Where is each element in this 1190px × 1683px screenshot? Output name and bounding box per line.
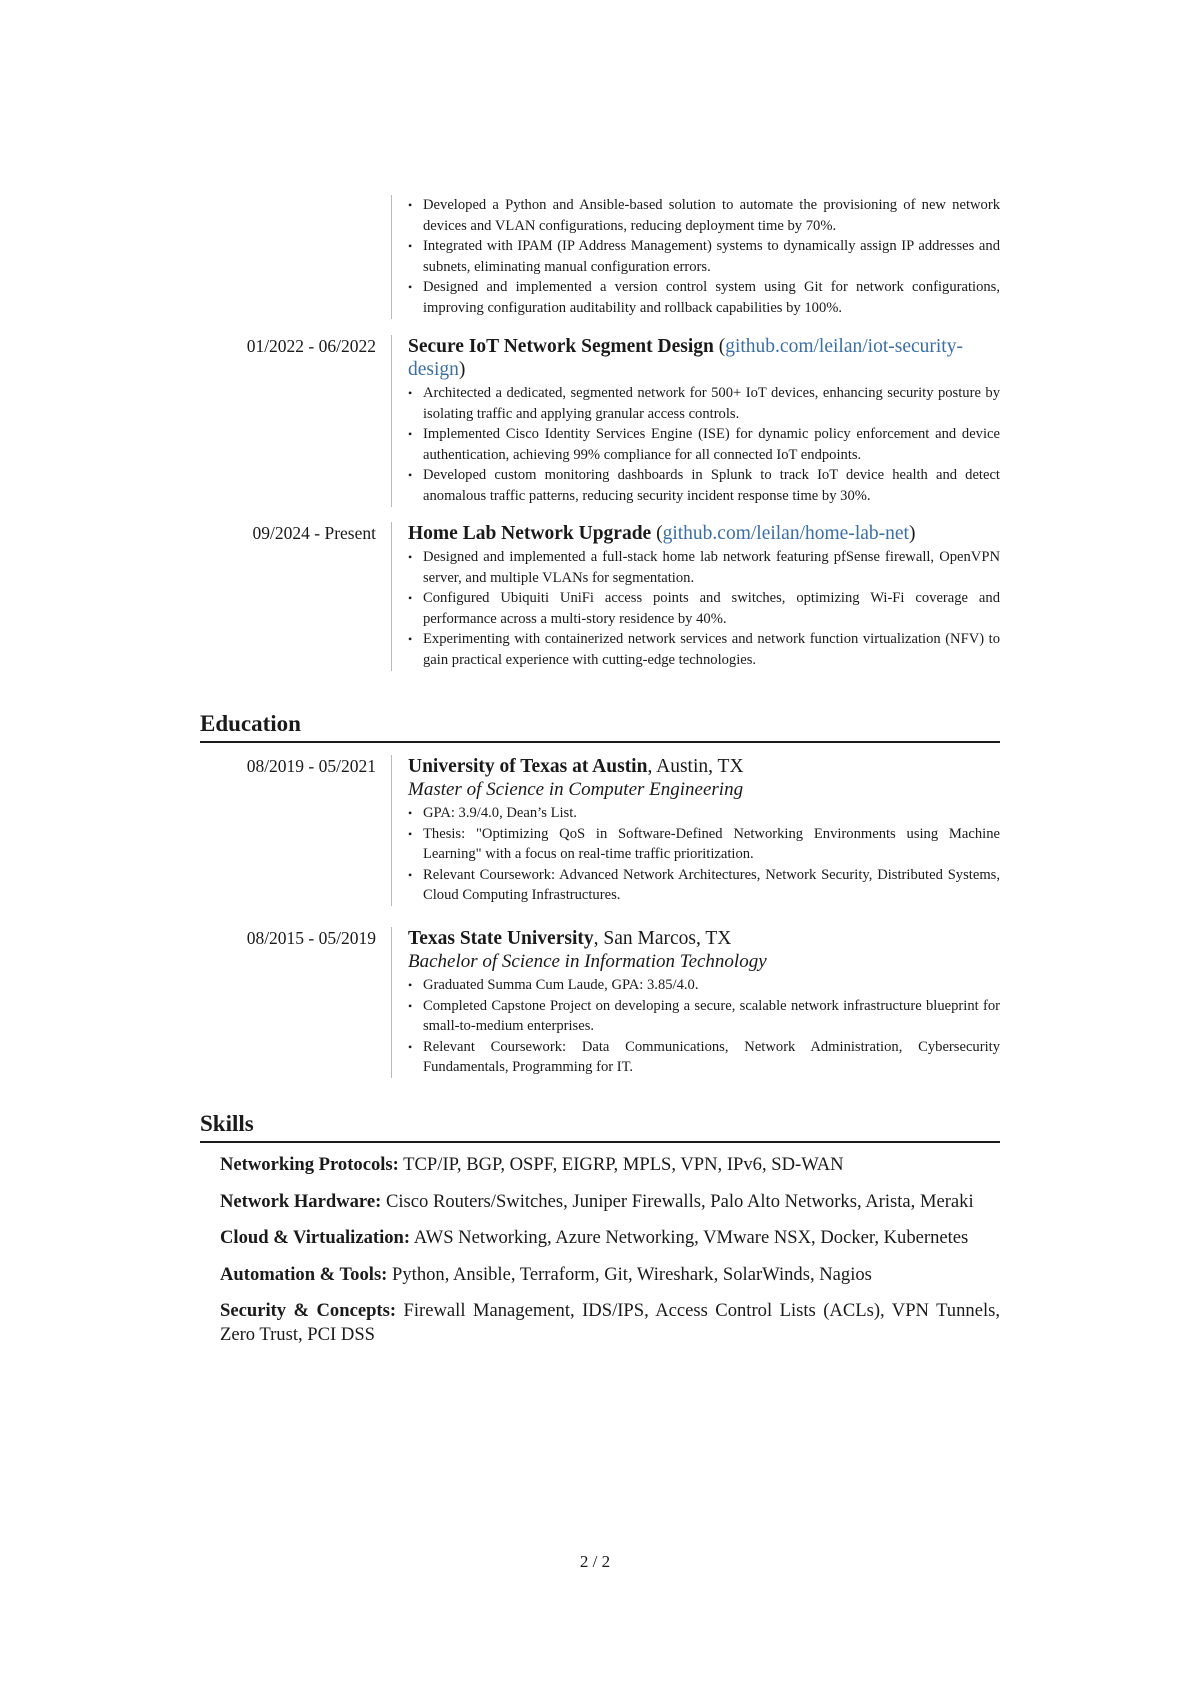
- project-entry: [200, 522, 1000, 671]
- project-title-line: Home Lab Network Upgrade (github.com/leilan/home-lab-net): [408, 523, 916, 544]
- project-bullets: [408, 195, 1000, 319]
- skill-value: Cisco Routers/Switches, Juniper Firewalls, Palo Alto Networks, Arista, Meraki: [385, 1190, 974, 1212]
- skill-item: [220, 1226, 1000, 1250]
- skill-label: Cloud & Virtualization:: [220, 1227, 411, 1248]
- section-heading: Education: [200, 710, 1000, 743]
- project-title: Home Lab Network Upgrade: [408, 523, 652, 544]
- education-entry: [200, 755, 1000, 906]
- project-link[interactable]: github.com/leilan/iot-security-design: [408, 336, 963, 380]
- education-date: 08/2015 - 05/2019: [246, 927, 376, 948]
- skill-item: [220, 1263, 1000, 1287]
- school-location: , San Marcos, TX: [593, 927, 732, 949]
- list-item: • Implemented Cisco Identity Services Engine (ISE) for dynamic policy enforcement and device authentication, achieving 99% compliance for all connected IoT endpoints.: [408, 424, 1000, 465]
- skill-label: Network Hardware:: [220, 1190, 382, 1212]
- skill-item: [220, 1190, 1000, 1214]
- list-item: • Architected a dedicated, segmented network for 500+ IoT devices, enhancing security posture by isolating traffic and applying granular access controls.: [408, 383, 1000, 424]
- list-item: • Relevant Coursework: Advanced Network Architectures, Network Security, Distributed Systems, Cloud Computing Infrastructures.: [408, 865, 1000, 906]
- education-date: 08/2019 - 05/2021: [246, 756, 376, 776]
- school-line: [408, 755, 1000, 778]
- skill-value: AWS Networking, Azure Networking, VMware NSX, Docker, Kubernetes: [413, 1227, 969, 1248]
- school-name: Texas State University: [408, 927, 594, 949]
- project-body: [391, 522, 1000, 671]
- list-item: • Developed custom monitoring dashboards in Splunk to track IoT device health and detect anomalous traffic patterns, reducing security incident response time by 30%.: [408, 465, 1000, 506]
- project-entry: [200, 195, 1000, 319]
- project-title: Secure IoT Network Segment Design: [408, 336, 714, 357]
- project-date: 01/2022 - 06/2022: [246, 336, 376, 356]
- project-body: [391, 335, 1000, 507]
- project-date: 09/2024 - Present: [252, 523, 376, 543]
- list-item: • Thesis: "Optimizing QoS in Software-Defined Networking Environments using Machine Learning" with a focus on real-time traffic prioritization.: [408, 824, 1000, 865]
- skill-value: TCP/IP, BGP, OSPF, EIGRP, MPLS, VPN, IPv6, SD-WAN: [403, 1154, 844, 1175]
- list-item: • Completed Capstone Project on developing a secure, scalable network infrastructure blueprint for small-to-medium enterprises.: [408, 996, 1000, 1037]
- degree: Master of Science in Computer Engineering: [408, 779, 744, 800]
- section-heading: Skills: [200, 1110, 1000, 1143]
- project-date: [200, 195, 391, 319]
- page-number: 2 / 2: [579, 1552, 611, 1571]
- skill-label: Security & Concepts:: [220, 1300, 397, 1321]
- list-item: • GPA: 3.9/4.0, Dean’s List.: [408, 803, 1000, 824]
- project-entry: [200, 335, 1000, 507]
- degree: Bachelor of Science in Information Technology: [408, 950, 767, 972]
- list-item: • Integrated with IPAM (IP Address Management) systems to dynamically assign IP addresses and subnets, eliminating manual configuration errors.: [408, 236, 1000, 277]
- list-item: • Experimenting with containerized network services and network function virtualization (NFV) to gain practical experience with cutting-edge technologies.: [408, 629, 1000, 670]
- skill-item: [220, 1299, 1000, 1346]
- school-line: [408, 927, 1000, 950]
- skill-value: Firewall Management, IDS/IPS, Access Control Lists (ACLs), VPN Tunnels, Zero Trust, PCI DSS: [220, 1300, 1001, 1345]
- list-item: • Configured Ubiquiti UniFi access points and switches, optimizing Wi-Fi coverage and performance across a multi-story residence by 40%.: [408, 588, 1000, 629]
- list-item: • Designed and implemented a full-stack home lab network featuring pfSense firewall, OpenVPN server, and multiple VLANs for segmentation.: [408, 547, 1000, 588]
- list-item: • Graduated Summa Cum Laude, GPA: 3.85/4.0.: [408, 975, 1000, 996]
- school-name: University of Texas at Austin: [408, 756, 648, 777]
- education-entry: [200, 927, 1000, 1078]
- education-body: [391, 755, 1000, 906]
- skill-label: Automation & Tools:: [220, 1263, 388, 1285]
- project-bullets: [408, 547, 1000, 671]
- list-item: • Developed a Python and Ansible-based solution to automate the provisioning of new network devices and VLAN configurations, reducing deployment time by 70%.: [408, 195, 1000, 236]
- project-link[interactable]: github.com/leilan/home-lab-net: [662, 523, 909, 544]
- project-body: [391, 195, 1000, 319]
- skills-section: [200, 1110, 1000, 1359]
- skills-list: [200, 1153, 1000, 1346]
- education-body: [391, 927, 1000, 1078]
- education-section: [200, 710, 1000, 1078]
- skill-value: Python, Ansible, Terraform, Git, Wireshark, SolarWinds, Nagios: [392, 1263, 872, 1285]
- skill-label: Networking Protocols:: [220, 1154, 399, 1175]
- education-bullets: [408, 803, 1000, 906]
- list-item: • Relevant Coursework: Data Communications, Network Administration, Cybersecurity Fundamentals, Programming for IT.: [408, 1037, 1000, 1078]
- list-item: • Designed and implemented a version control system using Git for network configurations, improving configuration auditability and rollback capabilities by 100%.: [408, 277, 1000, 318]
- education-bullets: [408, 975, 1000, 1078]
- project-title-line: Secure IoT Network Segment Design (github.com/leilan/iot-security-design): [408, 336, 963, 380]
- project-bullets: [408, 383, 1000, 507]
- skill-item: [220, 1153, 1000, 1177]
- school-location: , Austin, TX: [647, 756, 744, 777]
